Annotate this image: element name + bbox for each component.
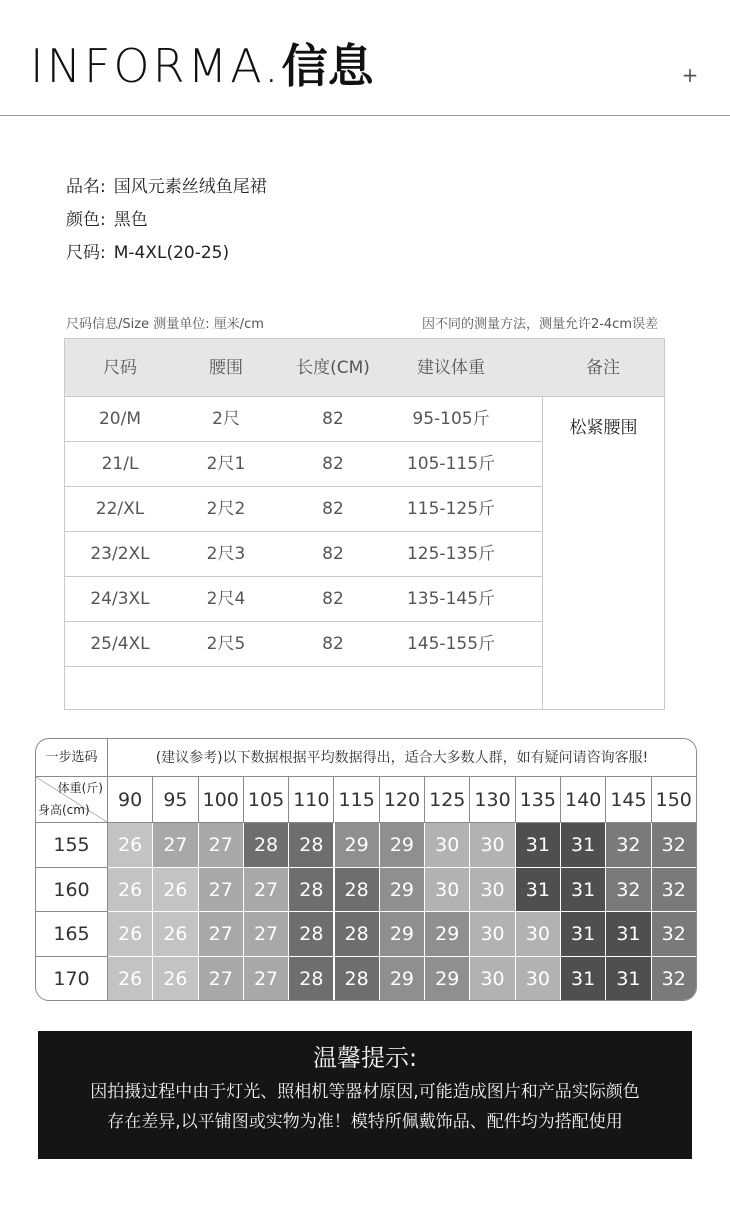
product-name-row (66, 176, 267, 209)
size-table-cell: 2尺4 (206, 589, 246, 609)
grid-tip: (建议参考)以下数据根据平均数据得出，适合大多数人群，如有疑问请咨询客服! (108, 739, 696, 777)
size-table-cell: 115-125斤 (406, 499, 496, 519)
size-value-cell: 28 (289, 868, 334, 913)
size-value-cell: 30 (470, 823, 515, 868)
size-table-row (65, 397, 542, 442)
weight-header-cell: 100 (199, 777, 244, 823)
header-cell: 备注 (586, 358, 620, 378)
size-value-cell: 32 (606, 868, 651, 913)
size-value-cell: 30 (470, 868, 515, 913)
size-table-cell: 24/3XL (90, 589, 150, 609)
size-table-row (65, 442, 542, 487)
size-value-cell: 27 (244, 957, 289, 1002)
size-value-cell: 32 (652, 823, 697, 868)
info-key: 品名: (66, 177, 106, 197)
weight-header-cell: 95 (153, 777, 198, 823)
size-table-cell: 125-135斤 (406, 544, 496, 564)
size-value-cell: 27 (199, 868, 244, 913)
size-value-cell: 30 (425, 823, 470, 868)
product-size-row (66, 242, 267, 275)
size-table-cell: 2尺3 (206, 544, 246, 564)
warm-tip-line: 存在差异,以平铺图或实物为准！模特所佩戴饰品、配件均为搭配使用 (107, 1112, 623, 1132)
measurement-tolerance-note: 因不同的测量方法，测量允许2-4cm误差 (421, 317, 658, 332)
info-value: 黑色 (113, 210, 148, 230)
size-value-cell: 26 (108, 912, 153, 957)
weight-header-cell: 120 (380, 777, 425, 823)
size-value-cell: 32 (652, 957, 697, 1002)
size-value-cell: 29 (380, 957, 425, 1002)
size-value-cell: 26 (108, 868, 153, 913)
size-value-cell: 27 (153, 823, 198, 868)
size-table-cell: 105-115斤 (406, 454, 496, 474)
height-header-cell: 155 (36, 823, 108, 868)
weight-header-cell: 105 (244, 777, 289, 823)
size-table-row (65, 487, 542, 532)
size-value-cell: 28 (289, 912, 334, 957)
size-table-cell: 82 (322, 499, 344, 519)
header-cell: 长度(CM) (296, 358, 370, 378)
size-value-cell: 32 (652, 868, 697, 913)
size-value-cell: 29 (425, 912, 470, 957)
size-value-cell: 31 (516, 868, 561, 913)
height-axis-label: 身高(cm) (38, 803, 90, 817)
size-table-cell: 2尺2 (206, 499, 246, 519)
size-value-cell: 28 (289, 823, 334, 868)
size-table-cell: 21/L (101, 454, 139, 474)
size-table-header (65, 339, 664, 397)
size-value-cell: 26 (153, 868, 198, 913)
size-value-cell: 30 (516, 957, 561, 1002)
size-value-cell: 27 (244, 912, 289, 957)
size-value-cell: 27 (244, 868, 289, 913)
size-info-label: 尺码信息/Size 测量单位: 厘米/cm (66, 317, 264, 332)
size-table-cell: 82 (322, 454, 344, 474)
size-value-cell: 31 (561, 823, 606, 868)
size-table-row (65, 577, 542, 622)
info-key: 颜色: (66, 210, 106, 230)
size-value-cell: 31 (561, 912, 606, 957)
size-value-cell: 28 (244, 823, 289, 868)
size-table-row (65, 667, 542, 712)
size-table (64, 338, 665, 710)
size-value-cell: 27 (199, 823, 244, 868)
size-value-cell: 31 (561, 957, 606, 1002)
header-cell: 尺码 (103, 358, 137, 378)
size-value-cell: 31 (606, 957, 651, 1002)
weight-axis-label: 体重(斤) (57, 781, 103, 795)
size-value-cell: 32 (652, 912, 697, 957)
size-value-cell: 29 (380, 912, 425, 957)
size-note: 松紧腰围 (569, 418, 638, 438)
size-value-cell: 30 (470, 957, 515, 1002)
header-cell: 腰围 (209, 358, 243, 378)
height-header-cell: 170 (36, 957, 108, 1002)
size-value-cell: 26 (108, 823, 153, 868)
size-table-cell: 145-155斤 (406, 634, 496, 654)
size-table-cell: 2尺1 (206, 454, 246, 474)
plus-icon[interactable]: + (681, 63, 699, 87)
size-table-row (65, 532, 542, 577)
size-table-cell: 82 (322, 634, 344, 654)
size-value-cell: 26 (153, 957, 198, 1002)
brand-logo (30, 38, 374, 94)
size-table-cell: 25/4XL (90, 634, 150, 654)
size-value-cell: 31 (561, 868, 606, 913)
weight-header-cell: 110 (289, 777, 334, 823)
size-value-cell: 27 (199, 912, 244, 957)
size-table-cell: 82 (322, 409, 344, 429)
size-value-cell: 28 (335, 868, 380, 913)
size-value-cell: 28 (335, 957, 380, 1002)
note-column-divider (542, 397, 543, 710)
size-table-cell: 23/2XL (90, 544, 150, 564)
size-value-cell: 29 (335, 823, 380, 868)
size-recommendation-grid (35, 738, 697, 1001)
info-key: 尺码: (66, 243, 106, 263)
size-table-cell: 82 (322, 544, 344, 564)
size-value-cell: 29 (380, 868, 425, 913)
header-cell: 建议体重 (417, 358, 485, 378)
page-header (0, 0, 730, 116)
size-table-cell: 2尺 (212, 409, 240, 429)
size-value-cell: 28 (289, 957, 334, 1002)
warm-tip-title: 温馨提示: (312, 1044, 418, 1072)
size-value-cell: 32 (606, 823, 651, 868)
product-color-row (66, 209, 267, 242)
weight-header-cell: 125 (425, 777, 470, 823)
size-table-cell: 22/XL (95, 499, 145, 519)
size-value-cell: 30 (516, 912, 561, 957)
grid-title: 一步选码 (36, 739, 108, 777)
weight-header-cell: 115 (335, 777, 380, 823)
size-value-cell: 26 (153, 912, 198, 957)
weight-header-cell: 140 (561, 777, 606, 823)
size-table-row (65, 622, 542, 667)
grid-corner (36, 777, 108, 823)
product-info (66, 176, 267, 275)
size-value-cell: 28 (335, 912, 380, 957)
brand-name: INFORMA. (30, 39, 282, 93)
size-value-cell: 29 (380, 823, 425, 868)
brand-name-cn: 信息 (281, 39, 374, 93)
size-value-cell: 27 (199, 957, 244, 1002)
info-value: 国风元素丝绒鱼尾裙 (113, 177, 267, 197)
size-value-cell: 30 (470, 912, 515, 957)
warm-tip-box (38, 1031, 692, 1159)
info-value: M-4XL(20-25) (113, 243, 230, 263)
size-value-cell: 26 (108, 957, 153, 1002)
size-value-cell: 31 (606, 912, 651, 957)
size-value-cell: 30 (425, 868, 470, 913)
size-table-cell: 95-105斤 (412, 409, 490, 429)
weight-header-cell: 135 (516, 777, 561, 823)
size-value-cell: 29 (425, 957, 470, 1002)
height-header-cell: 165 (36, 912, 108, 957)
weight-header-cell: 150 (652, 777, 697, 823)
size-table-cell: 82 (322, 589, 344, 609)
size-table-cell: 20/M (98, 409, 142, 429)
size-table-cell: 2尺5 (206, 634, 246, 654)
weight-header-cell: 130 (470, 777, 515, 823)
height-header-cell: 160 (36, 868, 108, 913)
weight-header-cell: 145 (606, 777, 651, 823)
size-table-cell: 135-145斤 (406, 589, 496, 609)
warm-tip-line: 因拍摄过程中由于灯光、照相机等器材原因,可能造成图片和产品实际颜色 (90, 1082, 640, 1102)
weight-header-cell: 90 (108, 777, 153, 823)
size-value-cell: 31 (516, 823, 561, 868)
